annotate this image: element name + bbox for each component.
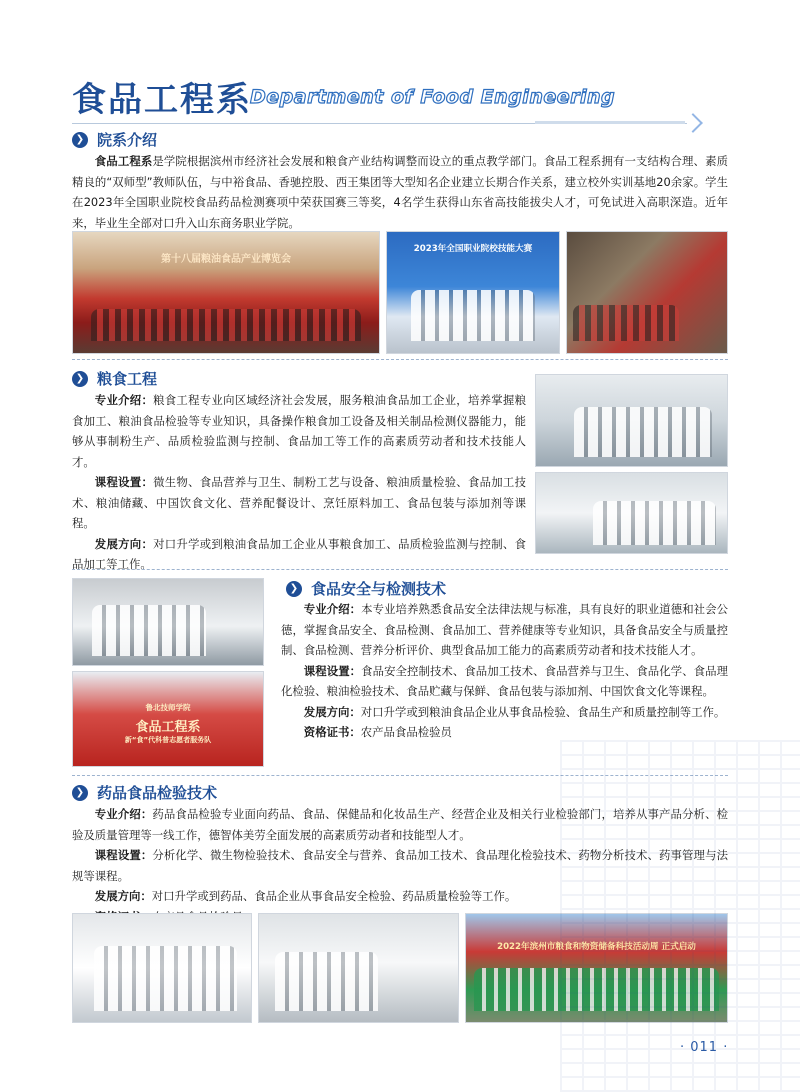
intro-paragraph bbox=[72, 151, 728, 233]
section-title: 食品安全与检测技术 bbox=[311, 580, 447, 598]
label-courses: 课程设置： bbox=[94, 848, 153, 862]
photo-people bbox=[573, 305, 679, 341]
drug-major-text: 药品食品检验专业面向药品、食品、保健品和化妆品生产、经营企业及相关行业检验部门，培养从事产品分析、检验及质量管理等一线工作，德智体美劳全面发展的高素质劳动者和技能型人才。 bbox=[72, 807, 728, 842]
grain-courses-text: 微生物、食品营养与卫生、制粉工艺与设备、粮油质量检验、食品加工技术、粮油储藏、中国饮食文化、营养配餐设计、烹饪原料加工、食品包装与添加剂等课程。 bbox=[72, 475, 526, 530]
page-number: · 011 · bbox=[680, 1040, 729, 1055]
page-title-english: Department of Food Engineering bbox=[250, 86, 616, 108]
section-heading-intro bbox=[72, 129, 157, 150]
label-direction: 发展方向： bbox=[94, 536, 154, 551]
chevron-right-icon: ❯ bbox=[72, 785, 88, 801]
photo-people bbox=[275, 952, 379, 1011]
photo-sign-text: 2023年全国职业院校技能大赛 bbox=[413, 244, 533, 254]
drug-courses-text: 分析化学、微生物检验技术、食品安全与营养、食品加工技术、食品理化检验技术、药物分析技术、药事管理与法规等课程。 bbox=[72, 848, 728, 883]
photo-drug-lab-1 bbox=[72, 913, 252, 1023]
photo-drug-lab-2 bbox=[258, 913, 459, 1023]
section-title: 院系介绍 bbox=[97, 131, 158, 149]
photo-volunteer-banner bbox=[72, 671, 264, 767]
safety-direction-text: 对口升学或到粮油食品企业从事食品检验、食品生产和质量控制等工作。 bbox=[360, 704, 726, 719]
photo-safety-lab bbox=[72, 578, 264, 666]
grain-direction-text: 对口升学或到粮油食品加工企业从事粮食加工、品质检验监测与控制、食品加工等工作。 bbox=[72, 536, 526, 571]
label-courses: 课程设置： bbox=[94, 475, 154, 489]
section-divider bbox=[72, 569, 728, 570]
photo-grain-lab-2 bbox=[535, 472, 728, 554]
section-title: 药品食品检验技术 bbox=[97, 784, 218, 802]
photo-people bbox=[92, 605, 206, 657]
section-heading-drug bbox=[72, 782, 217, 803]
chevron-right-icon: ❯ bbox=[286, 581, 302, 597]
photo-people bbox=[593, 501, 715, 545]
grain-text-block bbox=[72, 390, 526, 595]
banner-text-dept: 食品工程系 bbox=[135, 720, 201, 735]
grain-major-text: 粮食工程专业向区域经济社会发展，服务粮油食品加工企业，培养掌握粮食加工、粮油食品检验等专业知识，具备操作粮食加工设备及相关制品检测仪器能力，能够从事制粉生产、品质检验监测与控制、食品加工等工作的高素质劳动者和技术技能人才。 bbox=[72, 393, 526, 469]
label-major: 专业介绍： bbox=[94, 393, 154, 407]
label-direction: 发展方向： bbox=[303, 704, 361, 719]
chevron-right-icon: ❯ bbox=[72, 132, 88, 148]
page-title: 食品工程系 bbox=[72, 80, 252, 120]
banner-text-team: 新“食”代科普志愿者服务队 bbox=[124, 736, 212, 744]
photo-people bbox=[574, 407, 712, 457]
photo-people bbox=[91, 309, 360, 340]
photo-sign-text: 2022年滨州市粮食和物资储备科技活动周 正式启动 bbox=[497, 942, 696, 952]
photo-sign-text: 第十八届粮油食品产业博览会 bbox=[161, 254, 291, 265]
photo-people bbox=[94, 946, 236, 1011]
safety-cert-text: 农产品食品检验员 bbox=[360, 725, 452, 739]
label-major: 专业介绍： bbox=[94, 807, 153, 821]
chevron-right-icon: ❯ bbox=[72, 371, 88, 387]
safety-courses-text: 食品安全控制技术、食品加工技术、食品营养与卫生、食品化学、食品理化检验、粮油检验技术、食品贮藏与保鲜、食品包装与添加剂、中国饮食文化等课程。 bbox=[281, 663, 728, 698]
label-cert: 资格证书： bbox=[303, 725, 361, 739]
header-arrow-icon bbox=[683, 113, 703, 133]
label-courses: 课程设置： bbox=[303, 663, 362, 678]
safety-major-text: 本专业培养熟悉食品安全法律法规与标准，具有良好的职业道德和社会公德，掌握食品安全、食品检测、食品加工、营养健康等专业知识，具备食品安全与质量控制、食品检测、营养分析评价、典型食品加工能力的高素质劳动者和技术技能人才。 bbox=[281, 602, 728, 657]
label-major: 专业介绍： bbox=[303, 602, 362, 616]
drug-direction-text: 对口升学或到药品、食品企业从事食品安全检验、药品质量检验等工作。 bbox=[151, 889, 517, 903]
safety-text-block bbox=[281, 599, 728, 743]
header-accent-bar bbox=[535, 121, 685, 124]
photo-expo-group bbox=[72, 231, 380, 354]
photo-grain-lab-1 bbox=[535, 374, 728, 467]
photo-exhibition-hall bbox=[566, 231, 728, 354]
section-heading-grain bbox=[72, 368, 157, 389]
photo-contest-award bbox=[386, 231, 560, 354]
section-title: 粮食工程 bbox=[97, 370, 158, 388]
dept-name-bold: 食品工程系 bbox=[94, 154, 153, 168]
intro-text: 是学院根据滨州市经济社会发展和粮食产业结构调整而设立的重点教学部门。食品工程系拥有一支结构合理、素质精良的“双师型”教师队伍，与中裕食品、香驰控股、西王集团等大型知名企业建立长期合作关系，建立校外实训基地20余家。学生在2023年全国职业院校食品药品检测赛项中荣获国赛三等奖，4名学生获得山东省高技能拔尖人才，可免试进入高职深造。近年来，毕业生全部对口升入山东商务职业学院。 bbox=[72, 154, 728, 230]
section-heading-safety bbox=[286, 578, 446, 599]
label-direction: 发展方向： bbox=[94, 889, 152, 903]
photo-people bbox=[411, 290, 535, 341]
section-divider bbox=[72, 359, 728, 360]
banner-text-school: 鲁北技师学院 bbox=[145, 703, 191, 712]
